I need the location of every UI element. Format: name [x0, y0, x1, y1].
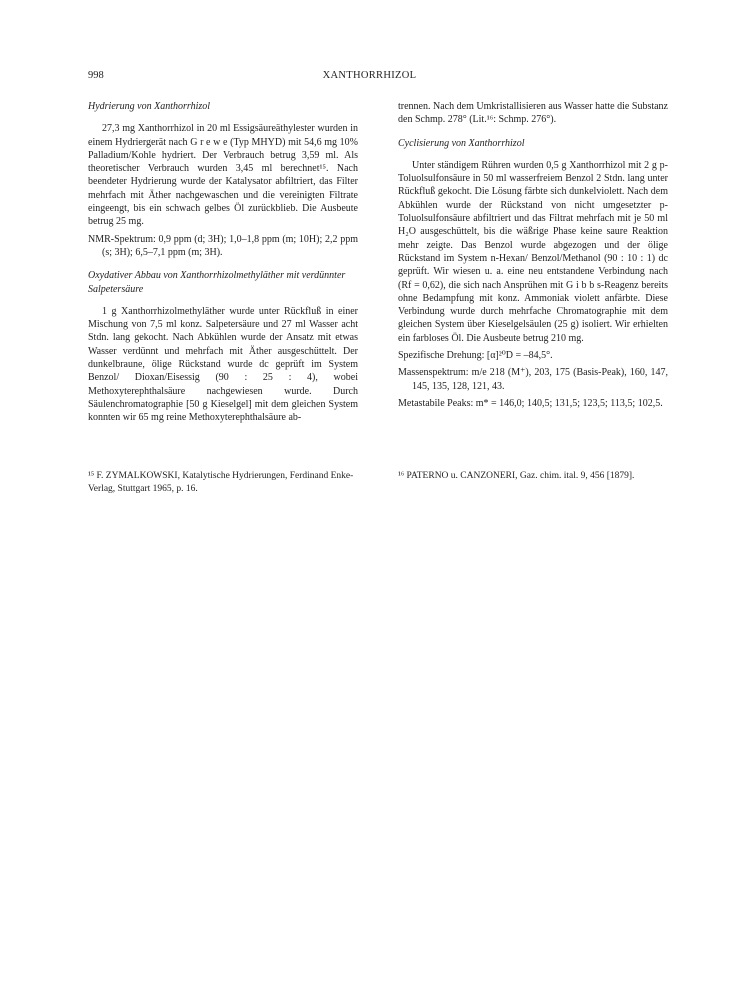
footnote-15: ¹⁵ F. ZYMALKOWSKI, Katalytische Hydrierungen, Ferdinand Enke-Verlag, Stuttgart 1965, p. 16. — [88, 471, 354, 494]
section-heading-cyclisierung: Cyclisierung von Xanthorrhizol — [398, 137, 525, 149]
left-column — [88, 100, 358, 429]
specific-rotation: Spezifische Drehung: [α]²⁰D = –84,5°. — [398, 350, 553, 362]
paragraph-continuation: trennen. Nach dem Umkristallisieren aus Wasser hatte die Substanz den Schmp. 278° (Lit.¹⁶: Schmp. 276°). — [398, 101, 668, 126]
page-number: 998 — [88, 70, 104, 81]
mass-spectrum: Massenspektrum: m/e 218 (M⁺), 203, 175 (Basis-Peak), 160, 147, 145, 135, 128, 121, 43. — [398, 367, 668, 392]
paragraph-hydrierung: 27,3 mg Xanthorrhizol in 20 ml Essigsäureäthylester wurden in einem Hydriergerät nach G r e w e (Typ MHYD) mit 54,6 mg 10% Palladium/Kohle hydriert. Der Verbrauch betrug 3,59 ml. Als theoretischer Verbrauch wurden 3,45 ml berechnet¹⁵. Nach beendeter Hydrierung wurde der Katalysator abfiltriert, das Filter mehrfach mit Äther nachgewaschen und die vereinigten Filtrate eingeengt, bis ein schwach gelbes Öl zurückblieb. Die Ausbeute betrug 25 mg. — [88, 123, 358, 228]
metastable-peaks: Metastabile Peaks: m* = 146,0; 140,5; 131,5; 123,5; 113,5; 102,5. — [398, 397, 663, 409]
nmr-spectrum: NMR-Spektrum: 0,9 ppm (d; 3H); 1,0–1,8 ppm (m; 10H); 2,2 ppm (s; 3H); 6,5–7,1 ppm (m; 3H). — [88, 233, 358, 258]
section-heading-hydrierung: Hydrierung von Xanthorrhizol — [88, 101, 211, 112]
section-heading-oxydativer-abbau: Oxydativer Abbau von Xanthorrhizolmethyläther mit verdünnter Salpetersäure — [88, 270, 346, 295]
footnote-16: ¹⁶ PATERNO u. CANZONERI, Gaz. chim. ital. 9, 456 [1879]. — [398, 471, 635, 481]
right-column — [398, 100, 668, 414]
running-title: XANTHORRHIZOL — [322, 70, 417, 81]
paragraph-cyclisierung: Unter ständigem Rühren wurden 0,5 g Xanthorrhizol mit 2 g p-Toluolsulfonsäure in 50 ml wasserfreiem Benzol 2 Stdn. lang unter Rückfluß gekocht. Die Lösung färbte sich dunkelviolett. Nach dem Abkühlen wurde der Rückstand von nicht umgesetzter p-Toluolsulfonsäure abfiltriert und das Filtrat mehrfach mit je 50 ml H₂O ausgeschüttelt, bis die wäßrige Phase keine saure Reaktion mehr zeigte. Das Benzol wurde abgezogen und der ölige Rückstand im System n-Hexan/ Benzol/Methanol (90 : 10 : 1) dc geprüft. Wir wiesen u. a. eine neu entstandene Verbindung nach (Rf = 0,62), die sich nach Ansprühen mit G i b b s-Reagenz bereits ohne Bedampfung mit konz. Ammoniak violett anfärbte. Diese Verbindung wurde durch mehrfache Chromatographie mit dem gleichen System über Kieselgelsäulen (25 g) isoliert. Wir erhielten ein farbloses Öl. Die Ausbeute betrug 210 mg. — [398, 159, 668, 344]
paragraph-oxydativer-abbau: 1 g Xanthorrhizolmethyläther wurde unter Rückfluß in einer Mischung von 7,5 ml konz. Salpetersäure und 27 ml Wasser acht Stdn. lang gekocht. Nach Abkühlen wurde der Ansatz mit etwas Wasser verdünnt und mehrfach mit Äther ausgeschüttelt. Der dunkelbraune, ölige Rückstand wurde dc geprüft im System Benzol/ Dioxan/Eisessig (90 : 25 : 4), wobei Methoxyterephthalsäure nachgewiesen wurde. Durch Säulenchromatographie [50 g Kieselgel] mit dem gleichen System konnten wir 65 mg reine Methoxyterephthalsäure ab- — [88, 305, 358, 424]
page-header — [88, 70, 651, 86]
